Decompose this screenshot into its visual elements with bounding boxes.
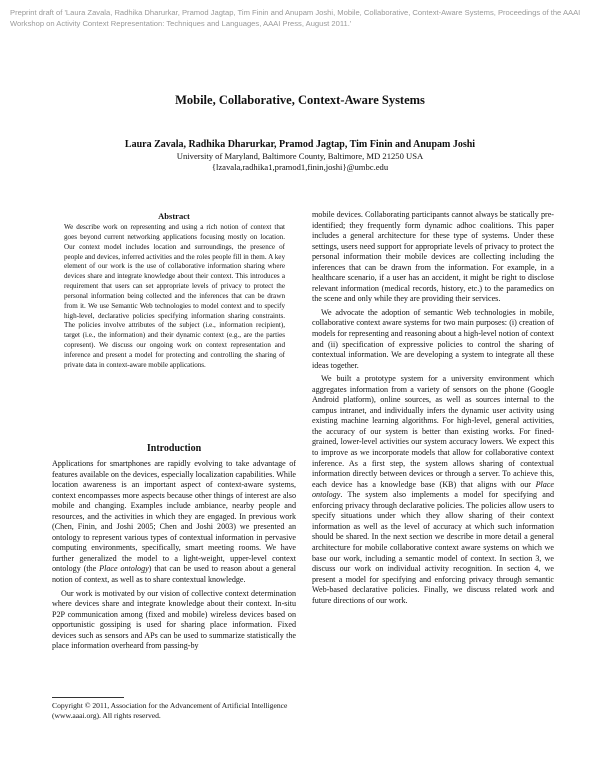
- abstract-text: We describe work on representing and using a rich notion of context that goes beyond current networking applications focusing mostly on location. Our context model includes location and surroundings, the presence of people and devices, inferred activities and the roles people fill in them. A key element of our work is the use of collaborative information sharing where devices share and integrate knowledge about their context. This introduces a requirement that users can set appropriate levels of privacy to protect the personal information being collected and the inferences that can be drawn from it. We use Semantic Web technologies to model context and to specify high-level, declarative policies specifying information sharing constraints. The policies involve attributes of the subject (i.e., information recipient), target (i.e., the information) and their dynamic context (e.g., are the parties copresent). We discuss our ongoing work on context representation and inference and present a model for protecting and controlling the sharing of private data in context-aware mobile applications.: [64, 223, 285, 369]
- intro-paragraph-4-text: We built a prototype system for a university environment which aggregates information from a variety of sensors on the phone (Google Android platform), online sources, as well as sources internal to the campus intranet, and individually infers the dynamic user activity using existing machine learning algorithms. For high-level, general activities, the accuracy of our system is better than existing works. For fined-grained, lower-level activities our system accuracy lowers. We expect this to improve as we incorporate models that allow for collaborative context inference. As a first step, the system allows sharing of contextual information directly between devices or through a server. To achieve this, each device has a knowledge base (KB) that aligns with our: [312, 374, 554, 489]
- intro-paragraph-4-end: . The system also implements a model for specifying and enforcing privacy through declarative policies. The policies allow users to specify situations under which they allow sharing of their context information as well as the level of accuracy at which such information should be shared. In the next section we describe in more detail a general architecture for mobile collaborative context aware systems on which we base our work, including a semantic model of context. In section 3, we discuss our work on individual activity recognition. In section 4, we present a model for specifying and enforcing privacy through semantic Web-based declarative policies. Finally, we discuss related work and future directions of our work.: [312, 490, 554, 605]
- introduction-heading: Introduction: [146, 443, 202, 454]
- abstract-heading: Abstract: [158, 211, 190, 221]
- preprint-note: Preprint draft of 'Laura Zavala, Radhika Dharurkar, Pramod Jagtap, Tim Finin and Anupam Joshi, Mobile, Collaborative, Context-Aware Systems, Proceedings of the AAAI Workshop on Activity Context Representation: Techniques and Languages, AAAI Press, August 2011.': [10, 8, 581, 28]
- intro-paragraph-3: We advocate the adoption of semantic Web technologies in mobile, collaborative context aware systems for two main purposes: (i) creation of models for representing and reasoning about a high-level notion of context and (ii) specification of expressive policies to control the sharing of contextual information. We are developing a system to integrate all these ideas together.: [312, 307, 554, 370]
- copyright-footnote: Copyright © 2011, Association for the Advancement of Artificial Intelligence (www.aaai.org). All rights reserved.: [52, 701, 288, 720]
- intro-paragraph-4: [312, 374, 554, 606]
- place-ontology-term: Place ontology: [99, 564, 149, 574]
- intro-paragraph-2-continued: mobile devices. Collaborating participants cannot always be statically pre-identified; they frequently form dynamic adhoc coalitions. This paper includes a general architecture for these type of systems. Under these settings, users need support for appropriate levels of privacy to protect the personal information their mobile devices are collecting including the inferences that can be drawn from the information. For example, in a healthcare scenario, if a user has an accident, it might be right to disclose relevant information (medical records, history, etc.) to the paramedics on the scene and only while they are providing their services.: [312, 210, 554, 304]
- author-list: Laura Zavala, Radhika Dharurkar, Pramod Jagtap, Tim Finin and Anupam Joshi: [124, 139, 476, 150]
- intro-paragraph-1-end: ) that can be used to reason about a general notion of context, as well as to share contextual knowledge.: [52, 564, 296, 585]
- place-ontology-term: Place ontology: [312, 479, 554, 500]
- footnote-rule: [52, 697, 124, 698]
- intro-paragraph-1-text: Applications for smartphones are rapidly evolving to take advantage of features available on the devices, especially localization capabilities. While location awareness is an important aspect of context-aware systems, context encompasses more aspects because other things of interest are also mobile and changing. Examples include ambiance, nearby people and resources, and the activities in which they are engaged. In previous work (Chen, Finin, and Joshi 2005; Chen and Joshi 2003) we presented an ontology to represent various types of contextual information in pervasive computing environments, specifically, smart meeting rooms. We have further generalized the model to a light-weight, upper-level context ontology (the: [52, 459, 296, 574]
- right-column: [312, 210, 554, 606]
- left-column: [52, 459, 296, 652]
- author-emails: {lzavala,radhika1,pramod1,finin,joshi}@umbc.edu: [211, 162, 389, 172]
- affiliation: University of Maryland, Baltimore County, Baltimore, MD 21250 USA: [176, 151, 424, 161]
- intro-paragraph-1: [52, 459, 296, 586]
- paper-title: Mobile, Collaborative, Context-Aware Systems: [175, 93, 425, 107]
- intro-paragraph-2: Our work is motivated by our vision of collective context determination where devices share and integrate knowledge about their context. In-situ P2P communication among (fixed and mobile) wireless devices based on opportunistic gossiping is used for sharing place information. Fixed devices such as sensors and APs can be used to summarize statistically the place information overheard from passing-by: [52, 588, 296, 651]
